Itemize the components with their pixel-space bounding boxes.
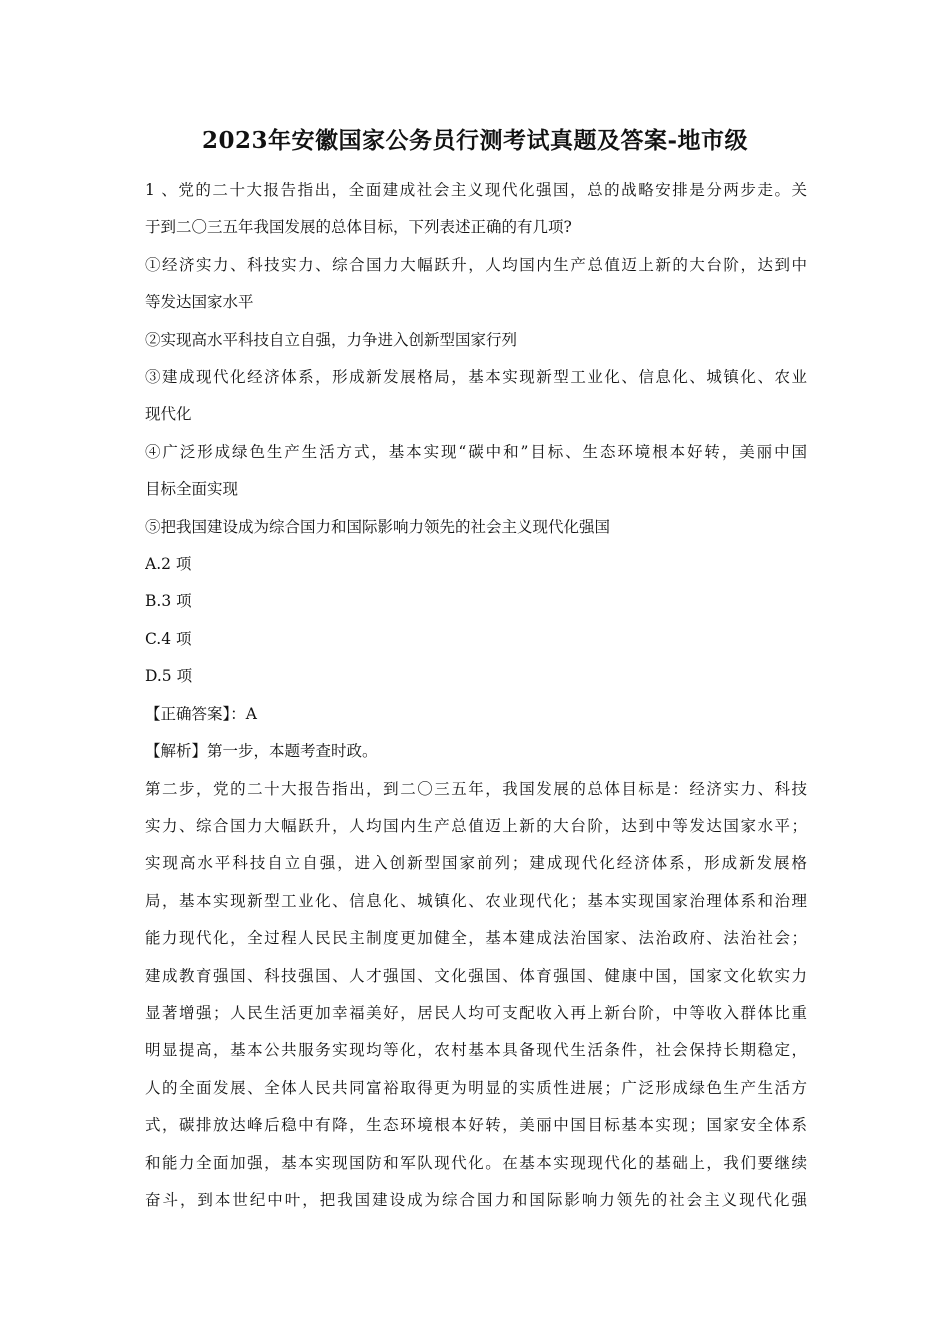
option-a: A.2 项 — [145, 555, 192, 574]
statement-4-line: 目标全面实现 — [145, 480, 239, 499]
statement-5-line: ⑤把我国建设成为综合国力和国际影响力领先的社会主义现代化强国 — [145, 517, 611, 536]
analysis-line: 人的全面发展、全体人民共同富裕取得更为明显的实质性进展；广泛形成绿色生产生活方 — [145, 1078, 807, 1097]
analysis-line: 第二步，党的二十大报告指出，到二〇三五年，我国发展的总体目标是：经济实力、科技 — [145, 779, 807, 798]
analysis-line: 能力现代化，全过程人民民主制度更加健全，基本建成法治国家、法治政府、法治社会； — [145, 929, 807, 948]
analysis-line: 实现高水平科技自立自强，进入创新型国家前列；建成现代化经济体系，形成新发展格 — [145, 854, 807, 873]
analysis-line: 建成教育强国、科技强国、人才强国、文化强国、体育强国、健康中国，国家文化软实力 — [145, 966, 807, 985]
statement-2-line: ②实现高水平科技自立自强，力争进入创新型国家行列 — [145, 330, 518, 349]
statement-3-line: 现代化 — [145, 405, 192, 424]
statement-1-line: ①经济实力、科技实力、综合国力大幅跃升，人均国内生产总值迈上新的大台阶，达到中 — [145, 255, 807, 274]
analysis-line: 和能力全面加强，基本实现国防和军队现代化。在基本实现现代化的基础上，我们要继续 — [145, 1153, 807, 1172]
document-body — [145, 172, 807, 1219]
analysis-line: 明显提高，基本公共服务实现均等化，农村基本具备现代生活条件，社会保持长期稳定， — [145, 1041, 807, 1060]
analysis-line: 实力、综合国力大幅跃升，人均国内生产总值迈上新的大台阶，达到中等发达国家水平； — [145, 816, 807, 835]
document-title: 2023年安徽国家公务员行测考试真题及答案-地市级 — [201, 127, 749, 154]
statement-3-line: ③建成现代化经济体系，形成新发展格局，基本实现新型工业化、信息化、城镇化、农业 — [145, 368, 807, 387]
analysis-heading: 【解析】第一步，本题考查时政。 — [145, 742, 378, 761]
analysis-line: 显著增强；人民生活更加幸福美好，居民人均可支配收入再上新台阶，中等收入群体比重 — [145, 1003, 807, 1022]
analysis-line: 局，基本实现新型工业化、信息化、城镇化、农业现代化；基本实现国家治理体系和治理 — [145, 891, 807, 910]
analysis-line: 式，碳排放达峰后稳中有降，生态环境根本好转，美丽中国目标基本实现；国家安全体系 — [145, 1116, 807, 1135]
option-b: B.3 项 — [145, 592, 192, 611]
option-d: D.5 项 — [145, 667, 193, 686]
statement-4-line: ④广泛形成绿色生产生活方式，基本实现“碳中和”目标、生态环境根本好转，美丽中国 — [145, 442, 807, 461]
question-stem-line: 1 、党的二十大报告指出，全面建成社会主义现代化强国，总的战略安排是分两步走。关 — [145, 181, 807, 199]
correct-answer: 【正确答案】：A — [145, 704, 257, 723]
question-stem-line: 于到二〇三五年我国发展的总体目标，下列表述正确的有几项? — [145, 218, 572, 237]
analysis-line: 奋斗，到本世纪中叶，把我国建设成为综合国力和国际影响力领先的社会主义现代化强 — [145, 1190, 807, 1209]
option-c: C.4 项 — [145, 629, 192, 648]
statement-1-line: 等发达国家水平 — [145, 293, 254, 312]
